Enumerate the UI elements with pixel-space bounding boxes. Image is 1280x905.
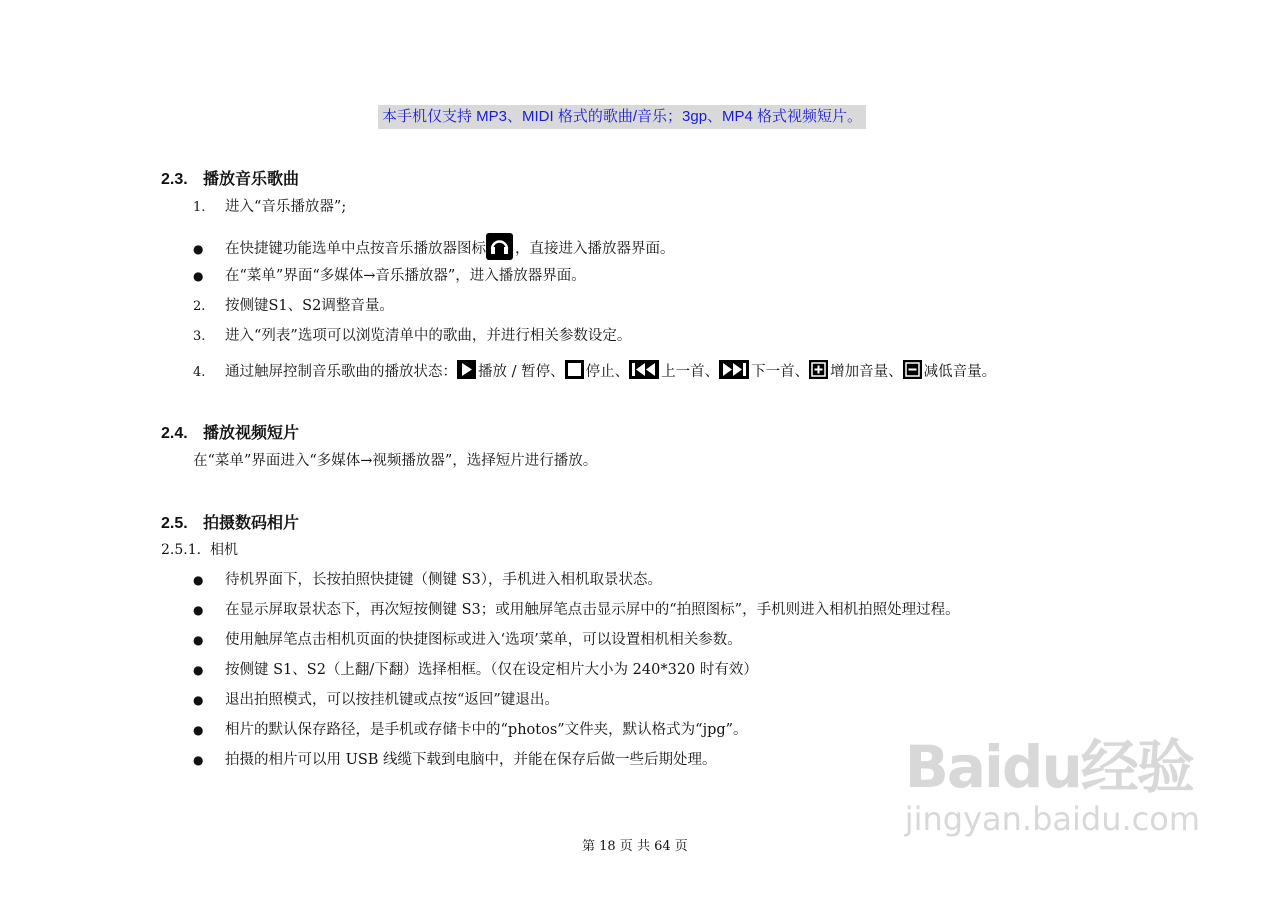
list-item bbox=[193, 326, 631, 347]
item-text: 按侧键S1、S2调整音量。 bbox=[225, 298, 394, 314]
item-text: 拍摄的相片可以用 USB 线缆下载到电脑中，并能在保存后做一些后期处理。 bbox=[225, 752, 717, 768]
list-item bbox=[193, 750, 717, 770]
format-support-note: 本手机仅支持 MP3、MIDI 格式的歌曲/音乐；3gp、MP4 格式视频短片。 bbox=[378, 105, 866, 129]
item-text: 待机界面下，长按拍照快捷键（侧键 S3），手机进入相机取景状态。 bbox=[225, 572, 663, 588]
bullet-marker: ● bbox=[193, 269, 204, 283]
item-text: ，直接进入播放器界面。 bbox=[515, 241, 675, 257]
section-number: 2.3. bbox=[161, 171, 188, 188]
item-text: 在快捷键功能选单中点按音乐播放器图标 bbox=[225, 241, 486, 257]
section-heading-2-3 bbox=[161, 166, 299, 189]
previous-track-icon bbox=[629, 360, 659, 379]
item-text: 按侧键 S1、S2（上翻/下翻）选择相框。（仅在设定相片大小为 240*320 时有效） bbox=[225, 662, 758, 678]
bullet-marker: ● bbox=[193, 753, 204, 767]
list-item bbox=[193, 197, 346, 218]
control-label: 上一首、 bbox=[661, 364, 720, 380]
item-text: 通过触屏控制音乐歌曲的播放状态： bbox=[225, 364, 457, 380]
watermark-brand: Baidu经验 bbox=[904, 733, 1193, 801]
control-label: 减低音量。 bbox=[923, 364, 997, 380]
list-item bbox=[193, 233, 675, 260]
section-title: 拍摄数码相片 bbox=[203, 513, 300, 532]
paragraph: 在“菜单”界面进入“多媒体→视频播放器”，选择短片进行播放。 bbox=[193, 453, 598, 469]
baidu-watermark bbox=[905, 735, 1200, 839]
item-number: 3. bbox=[193, 329, 206, 344]
list-item bbox=[193, 720, 748, 740]
item-text: 相片的默认保存路径，是手机或存储卡中的“photos”文件夹，默认格式为“jpg”。 bbox=[225, 722, 748, 738]
watermark-url: jingyan.baidu.com bbox=[904, 800, 1200, 838]
item-text: 进入“音乐播放器”; bbox=[225, 199, 347, 215]
section-title: 播放视频短片 bbox=[203, 423, 300, 442]
page-footer: 第 18 页 共 64 页 bbox=[582, 839, 688, 854]
item-text: 进入“列表”选项可以浏览清单中的歌曲，并进行相关参数设定。 bbox=[225, 328, 632, 344]
item-text: 退出拍照模式，可以按挂机键或点按“返回”键退出。 bbox=[225, 692, 559, 708]
next-track-icon bbox=[719, 360, 749, 379]
list-item bbox=[193, 600, 960, 620]
bullet-marker: ● bbox=[193, 693, 204, 707]
bullet-marker: ● bbox=[193, 603, 204, 617]
bullet-marker: ● bbox=[193, 573, 204, 587]
music-player-headphones-icon bbox=[486, 233, 513, 260]
section-number: 2.4. bbox=[161, 425, 188, 442]
item-text: 在“菜单”界面“多媒体→音乐播放器”，进入播放器界面。 bbox=[225, 268, 586, 284]
control-label: 增加音量、 bbox=[830, 364, 903, 380]
item-number: 2. bbox=[193, 299, 206, 314]
bullet-marker: ● bbox=[193, 663, 204, 677]
list-item bbox=[193, 360, 996, 383]
list-item bbox=[193, 296, 394, 317]
list-item bbox=[193, 266, 586, 286]
control-label: 下一首、 bbox=[751, 364, 810, 380]
volume-up-plus-icon bbox=[809, 360, 828, 379]
list-item bbox=[193, 630, 742, 650]
item-text: 使用触屏笔点击相机页面的快捷图标或进入‘选项’菜单，可以设置相机相关参数。 bbox=[225, 632, 742, 648]
bullet-marker: ● bbox=[193, 723, 204, 737]
section-heading-2-4 bbox=[161, 420, 299, 443]
section-number: 2.5. bbox=[161, 515, 188, 532]
list-item bbox=[193, 660, 758, 680]
list-item bbox=[193, 690, 559, 710]
bullet-marker: ● bbox=[193, 242, 204, 256]
list-item bbox=[193, 570, 662, 590]
item-number: 4. bbox=[193, 365, 206, 380]
section-heading-2-5 bbox=[161, 510, 299, 533]
section-title: 播放音乐歌曲 bbox=[203, 169, 300, 188]
volume-down-minus-icon bbox=[903, 360, 922, 379]
play-icon bbox=[457, 360, 476, 379]
item-number: 1. bbox=[193, 200, 206, 215]
bullet-marker: ● bbox=[193, 633, 204, 647]
subsection-heading: 2.5.1. 相机 bbox=[161, 542, 238, 558]
control-label: 播放 / 暂停、 bbox=[478, 364, 565, 380]
stop-icon bbox=[565, 360, 584, 379]
control-label: 停止、 bbox=[585, 364, 630, 380]
item-text: 在显示屏取景状态下，再次短按侧键 S3；或用触屏笔点击显示屏中的“拍照图标”，手机则进入相机拍照处理过程。 bbox=[225, 602, 960, 618]
